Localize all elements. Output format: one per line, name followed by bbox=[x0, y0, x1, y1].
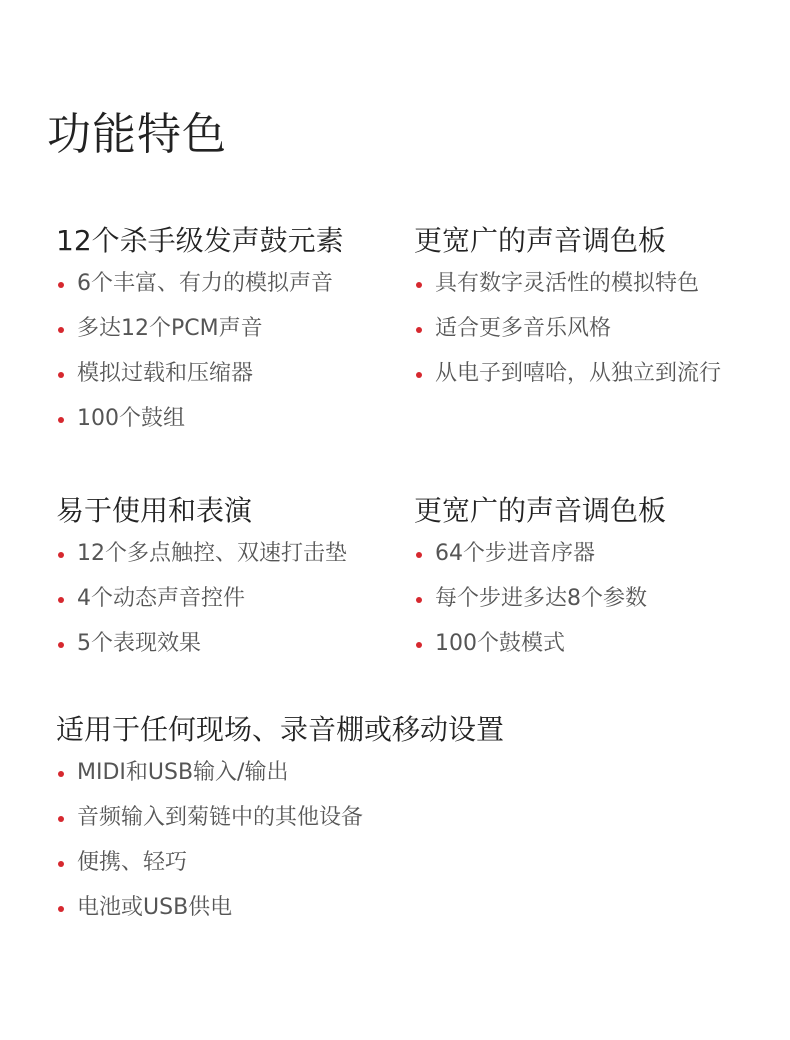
bullet-dot-icon bbox=[58, 327, 64, 333]
feature-section-sequencer bbox=[414, 491, 754, 674]
list-item bbox=[414, 314, 754, 359]
feature-list bbox=[56, 539, 396, 674]
feature-section-ease-of-use bbox=[56, 491, 396, 674]
list-item bbox=[414, 629, 754, 674]
feature-list bbox=[56, 269, 396, 449]
list-item-text: 模拟过载和压缩器 bbox=[77, 361, 254, 386]
list-item-text: 5个表现效果 bbox=[77, 631, 201, 656]
list-item bbox=[56, 758, 736, 803]
list-item-text: 从电子到嘻哈，从独立到流行 bbox=[435, 361, 722, 386]
bullet-dot-icon bbox=[58, 906, 64, 912]
bullet-dot-icon bbox=[58, 417, 64, 423]
bullet-dot-icon bbox=[58, 282, 64, 288]
list-item-text: 6个丰富、有力的模拟声音 bbox=[77, 271, 333, 296]
list-item bbox=[56, 848, 736, 893]
bullet-dot-icon bbox=[416, 372, 422, 378]
list-item-text: 具有数字灵活性的模拟特色 bbox=[435, 271, 700, 296]
page-title: 功能特色 bbox=[47, 109, 227, 160]
bullet-dot-icon bbox=[58, 771, 64, 777]
list-item bbox=[56, 314, 396, 359]
bullet-dot-icon bbox=[58, 372, 64, 378]
list-item-text: 100个鼓组 bbox=[77, 406, 185, 431]
feature-section-sound-palette bbox=[414, 221, 754, 404]
list-item-text: 每个步进多达8个参数 bbox=[435, 586, 647, 611]
section-heading: 易于使用和表演 bbox=[56, 494, 253, 527]
list-item bbox=[56, 893, 736, 938]
bullet-dot-icon bbox=[58, 861, 64, 867]
bullet-dot-icon bbox=[416, 642, 422, 648]
list-item-text: 多达12个PCM声音 bbox=[77, 316, 263, 341]
list-item bbox=[56, 803, 736, 848]
feature-section-drum-engine bbox=[56, 221, 396, 449]
bullet-dot-icon bbox=[58, 642, 64, 648]
list-item-text: 电池或USB供电 bbox=[77, 895, 233, 920]
list-item bbox=[56, 584, 396, 629]
list-item bbox=[56, 359, 396, 404]
list-item bbox=[56, 404, 396, 449]
section-heading: 更宽广的声音调色板 bbox=[414, 494, 667, 527]
bullet-dot-icon bbox=[58, 816, 64, 822]
list-item-text: 64个步进音序器 bbox=[435, 541, 595, 566]
list-item-text: 音频输入到菊链中的其他设备 bbox=[77, 805, 364, 830]
list-item bbox=[414, 359, 754, 404]
section-heading: 更宽广的声音调色板 bbox=[414, 224, 667, 257]
list-item-text: 12个多点触控、双速打击垫 bbox=[77, 541, 347, 566]
list-item-text: 便携、轻巧 bbox=[77, 850, 188, 875]
list-item bbox=[414, 269, 754, 314]
list-item-text: 适合更多音乐风格 bbox=[435, 316, 612, 341]
list-item bbox=[414, 539, 754, 584]
section-heading: 适用于任何现场、录音棚或移动设置 bbox=[56, 713, 505, 746]
feature-section-portability bbox=[56, 710, 736, 938]
feature-list bbox=[56, 758, 736, 938]
list-item-text: MIDI和USB输入/输出 bbox=[77, 760, 289, 785]
bullet-dot-icon bbox=[58, 597, 64, 603]
section-heading: 12个杀手级发声鼓元素 bbox=[56, 224, 344, 257]
list-item-text: 4个动态声音控件 bbox=[77, 586, 245, 611]
list-item bbox=[56, 269, 396, 314]
bullet-dot-icon bbox=[58, 552, 64, 558]
bullet-dot-icon bbox=[416, 282, 422, 288]
list-item bbox=[56, 629, 396, 674]
bullet-dot-icon bbox=[416, 597, 422, 603]
bullet-dot-icon bbox=[416, 552, 422, 558]
bullet-dot-icon bbox=[416, 327, 422, 333]
list-item-text: 100个鼓模式 bbox=[435, 631, 565, 656]
list-item bbox=[56, 539, 396, 584]
feature-list bbox=[414, 269, 754, 404]
list-item bbox=[414, 584, 754, 629]
feature-list bbox=[414, 539, 754, 674]
